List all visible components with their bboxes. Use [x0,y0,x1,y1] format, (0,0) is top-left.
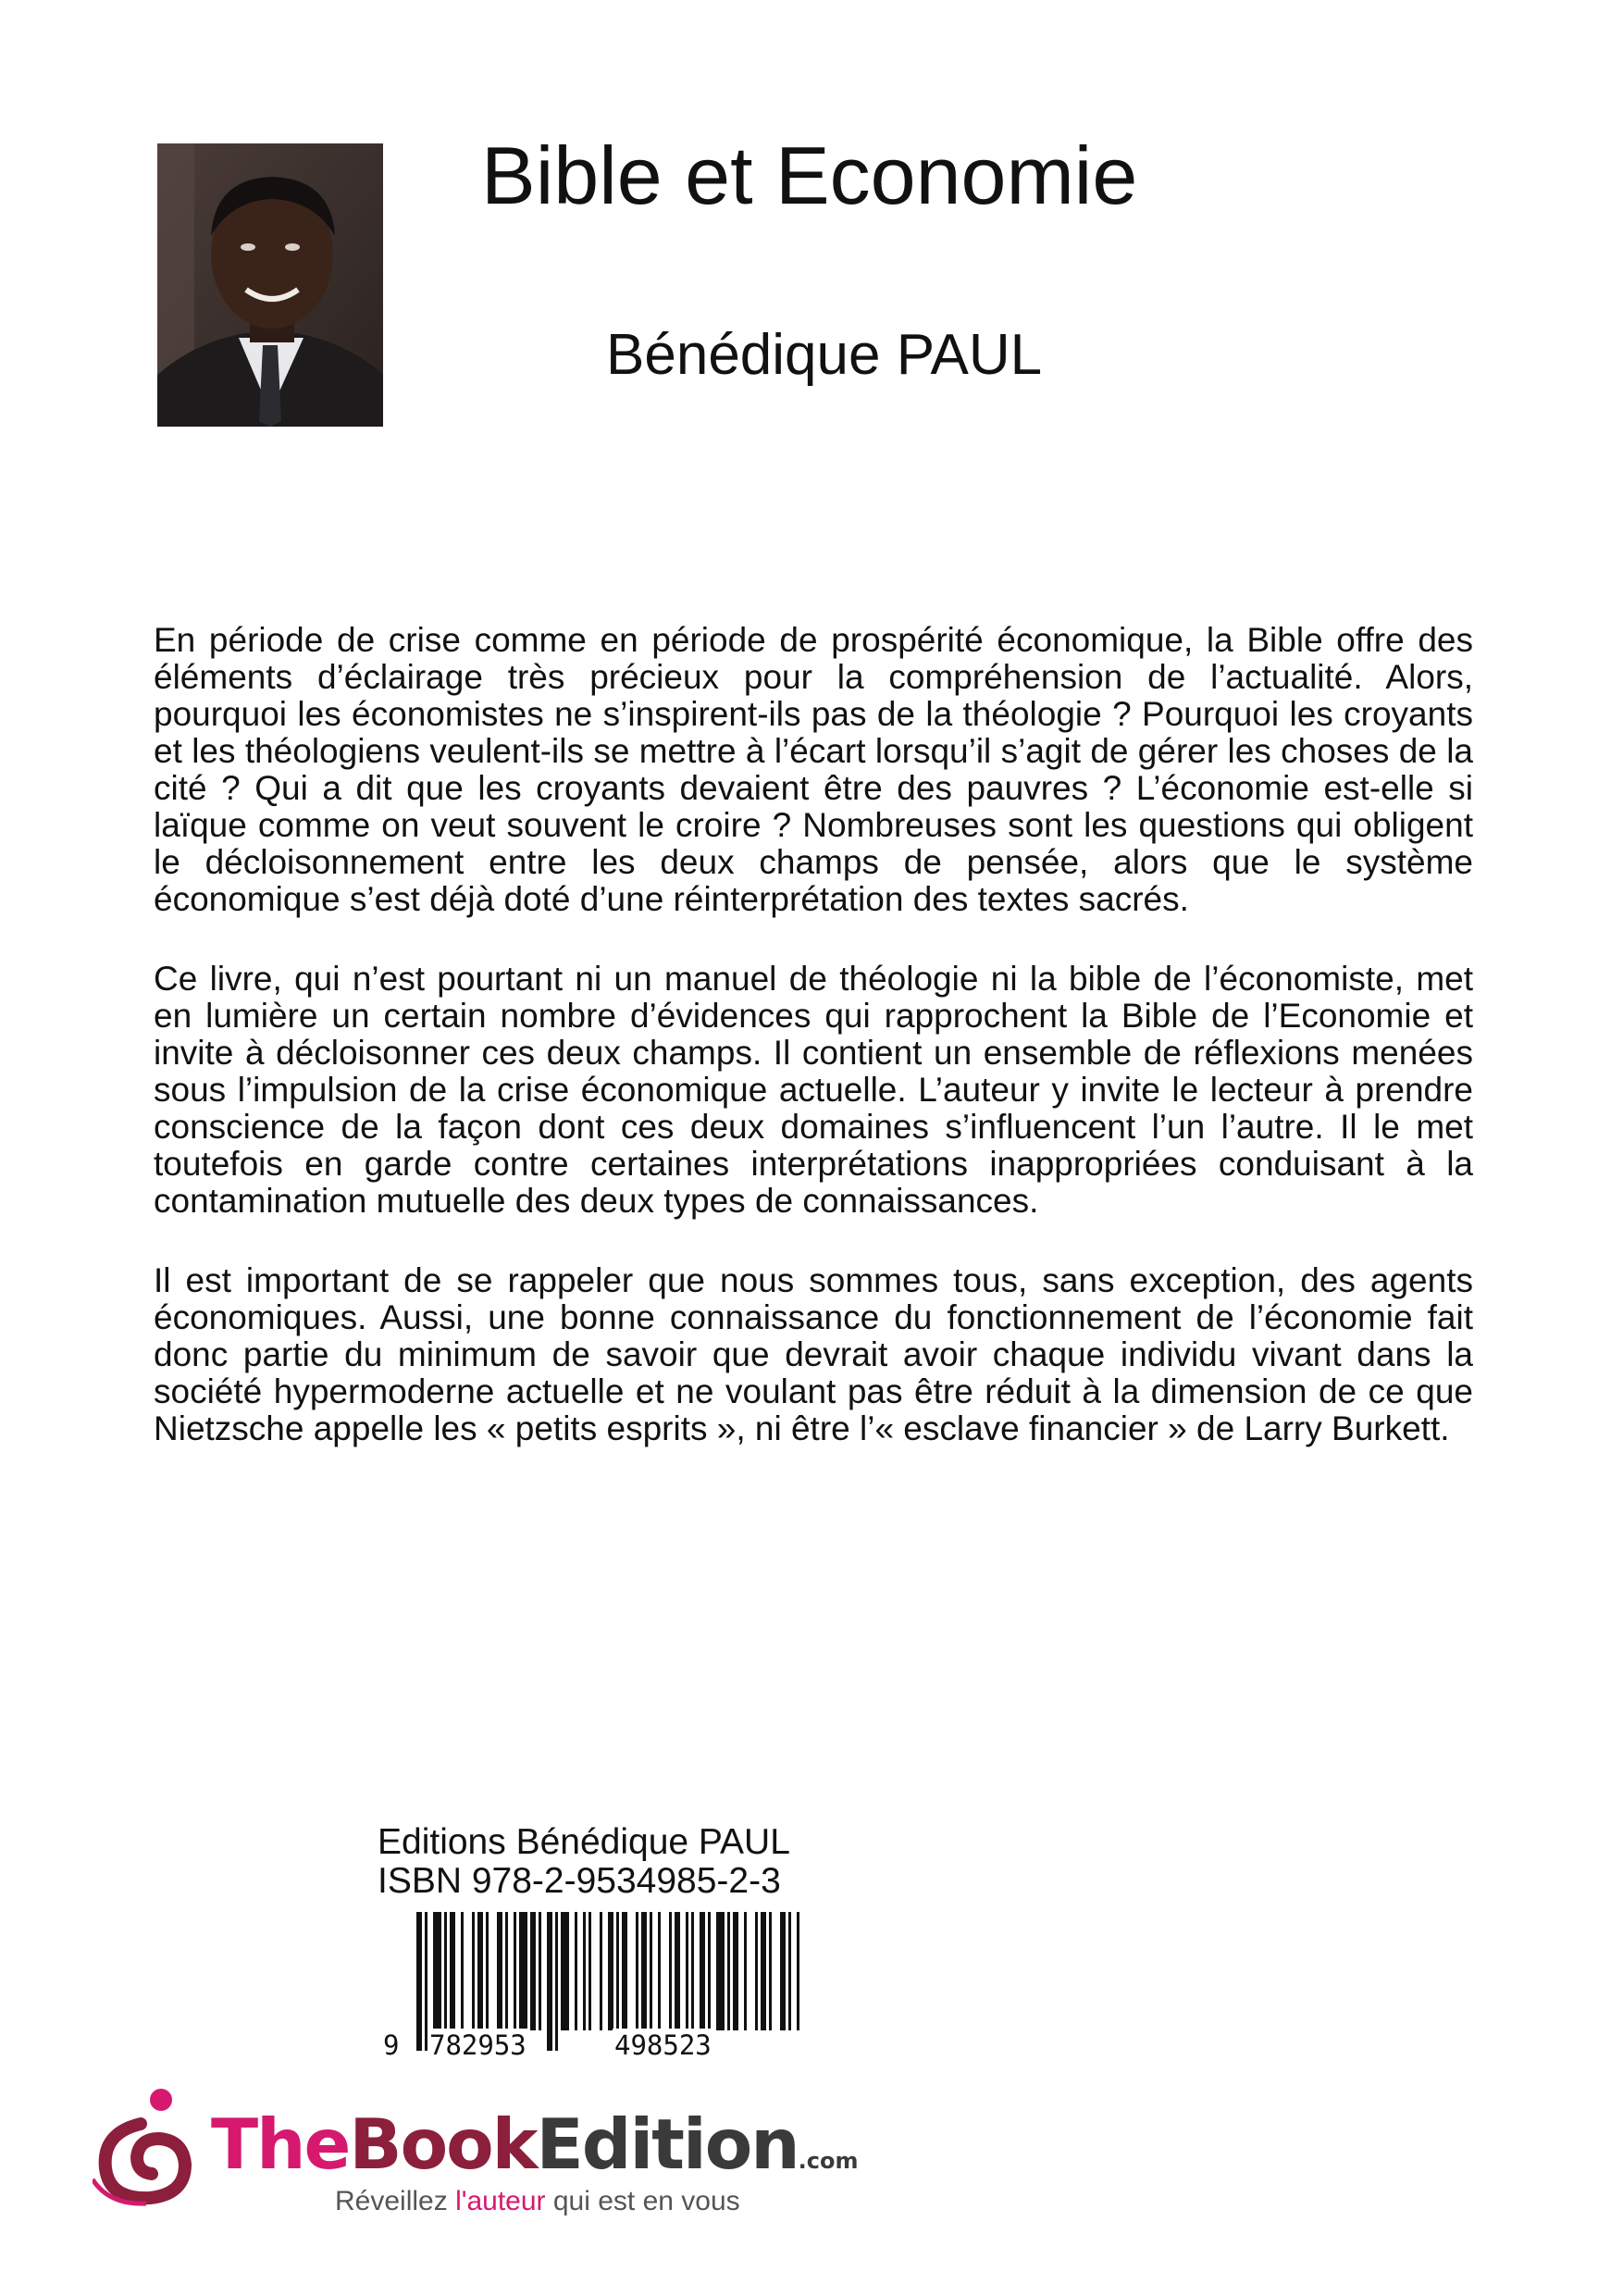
logo-wordmark [211,2104,859,2198]
blurb-paragraph: Il est important de se rappeler que nous sommes tous, sans exception, des agents économiques. Aussi, une bonne connaissance du fonctionnement de l’économie fait donc partie du minimum de savoir que devrait avoir chaque individu vivant dans la société hypermoderne actuelle et ne voulant pas être réduit à la dimension de ce que Nietzsche appelle les « petits esprits », ni être l’« esclave financier » de Larry Burkett. [154,1261,1473,1447]
slogan-end: qui est en vous [545,2186,740,2216]
slogan-accent: l'auteur [455,2186,546,2216]
blurb-text [154,622,1473,1490]
author-photo [157,143,383,427]
logo-word-edition: Edition [536,2104,799,2185]
publisher-name: Editions Bénédique PAUL [378,1822,790,1862]
barcode-digit-group: 498523 [614,2029,712,2061]
blurb-paragraph: Ce livre, qui n’est pourtant ni un manuel de théologie ni la bible de l’économiste, met en lumière un certain nombre d’évidences qui rapprochent la Bible de l’Economie et invite à décloisonner ces deux champs. Il contient un ensemble de réflexions menées sous l’impulsion de la crise économique actuelle. L’auteur y invite le lecteur à prendre conscience de la façon dont ces deux domaines s’influencent l’un l’autre. Il le met toutefois en garde contre certaines interprétations inappropriées conduisant à la contamination mutuelle des deux types de connaissances. [154,960,1473,1220]
publisher-info [378,1823,896,1901]
blurb-paragraph: En période de crise comme en période de prospérité économique, la Bible offre des éléments d’éclairage très précieux pour la compréhension de l’actualité. Alors, pourquoi les économistes ne s’inspirent-ils pas de la théologie ? Pourquoi les croyants et les théologiens veulent-ils se mettre à l’écart lorsqu’il s’agit de gérer les choses de la cité ? Qui a dit que les croyants devaient être des pauvres ? L’économie est-elle si laïque comme on veut souvent le croire ? Nombreuses sont les questions qui obligent le décloisonnement entre les deux champs de pensée, alors que le système économique s’est déjà doté d’une réinterprétation des textes sacrés. [154,621,1473,918]
barcode-digit-group: 9 [383,2029,400,2061]
isbn-number: ISBN 978-2-9534985-2-3 [378,1861,781,1901]
thebookedition-logo [93,2087,859,2226]
author-name: Bénédique PAUL [606,323,1043,387]
logo-word-book: Book [349,2104,537,2185]
logo-word-the: The [211,2104,350,2185]
book-title: Bible et Economie [481,130,1138,221]
barcode-digit-group: 782953 [429,2029,527,2061]
logo-slogan [335,2186,740,2217]
slogan-start: Réveillez [335,2186,456,2216]
barcode-digits [379,2029,805,2066]
logo-word-com: .com [798,2148,859,2174]
person-swirl-icon [93,2087,202,2207]
